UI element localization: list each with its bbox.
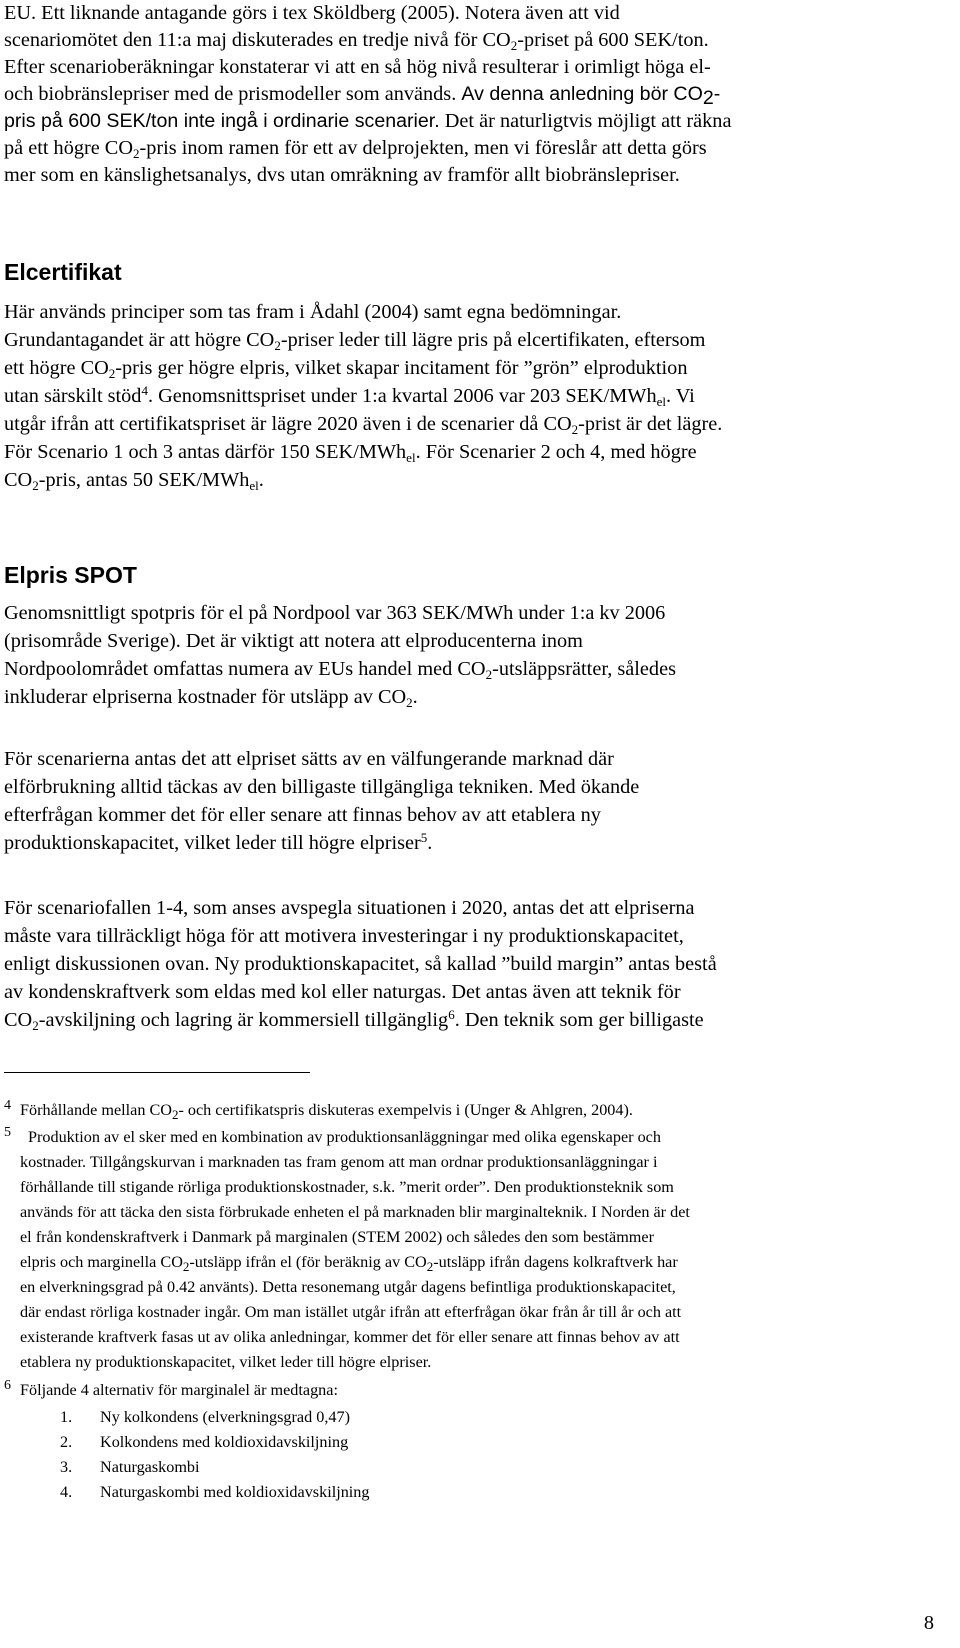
- page-number: 8: [923, 1612, 934, 1634]
- body-line: EU. Ett liknande antagande görs i tex Sköldberg (2005). Notera även att vid: [4, 2, 620, 24]
- body-line: Genomsnittligt spotpris för el på Nordpool var 363 SEK/MWh under 1:a kv 2006: [4, 602, 666, 624]
- footnote-line: el från kondenskraftverk i Danmark på marginalen (STEM 2002) och således den som bestämmer: [20, 1228, 654, 1246]
- list-item-number: 2.: [60, 1433, 73, 1451]
- body-line: ett högre $CO_2$-pris ger högre elpris, vilket skapar incitament för ”grön” elproduktion: [4, 357, 688, 381]
- body-line: Nordpoolområdet omfattas numera av EUs handel med $CO_2$-utsläppsrätter, således: [4, 658, 676, 682]
- footnote-number: 5: [4, 1125, 11, 1140]
- body-line: mer som en känslighetsanalys, dvs utan omräkning av framför allt biobränslepriser.: [4, 164, 680, 186]
- body-line: Efter scenarioberäkningar konstaterar vi att en så hög nivå resulterar i orimligt höga el-: [4, 56, 711, 78]
- footnote-line: kostnader. Tillgångskurvan i marknaden tas fram genom att man ordnar produktionsanläggningar i: [20, 1153, 658, 1171]
- footnote-5: 5 Produktion av el sker med en kombination av produktionsanläggningar med olika egenskaper och: [0, 1125, 940, 1150]
- list-item-text: Kolkondens med koldioxidavskiljning: [100, 1433, 349, 1451]
- list-item-number: 4.: [60, 1483, 73, 1501]
- list-item-text: Naturgaskombi med koldioxidavskiljning: [100, 1483, 370, 1501]
- footnote-line: där endast rörliga kostnader ingår. Om man istället utgår ifrån att efterfrågan ökar från år till år och att: [20, 1303, 682, 1321]
- body-line: av kondenskraftverk som eldas med kol eller naturgas. Det antas även att teknik för: [4, 981, 681, 1003]
- body-line: på ett högre $CO_2$-pris inom ramen för ett av delprojekten, men vi föreslår att detta görs: [4, 137, 707, 161]
- body-line: För scenarierna antas det att elpriset sätts av en välfungerande marknad där: [4, 748, 614, 770]
- body-line: $CO_2$-pris, antas 50 SEK/MWh$_{el}$.: [4, 469, 264, 493]
- body-line: Här används principer som tas fram i Ådahl (2004) samt egna bedömningar.: [4, 301, 622, 323]
- footnote-ref-4: 4: [141, 383, 148, 398]
- body-line: måste vara tillräckligt höga för att motivera investeringar i ny produktionskapacitet,: [4, 925, 684, 947]
- body-line: elförbrukning alltid täckas av den billigaste tillgängliga tekniken. Med ökande: [4, 776, 640, 798]
- footnote-6-list: [0, 1405, 600, 1505]
- body-line: produktionskapacitet, vilket leder till högre elpriser$^5$.: [4, 830, 433, 854]
- footnote-ref-6: 6: [448, 1007, 455, 1022]
- footnote-ref-5: 5: [420, 830, 428, 845]
- list-item: [0, 1430, 600, 1455]
- footnote-line: existerande kraftverk fasas ut av olika anledningar, kommer det för eller senare att finnas behov av att: [20, 1328, 680, 1346]
- body-line: För scenariofallen 1-4, som anses avspegla situationen i 2020, antas det att elpriserna: [4, 897, 695, 919]
- list-item-text: Naturgaskombi: [100, 1458, 200, 1476]
- footnote-line: elpris och marginella $CO_2$-utsläpp ifrån el (för beräknig av $CO_2$-utsläpp ifrån dagens kolkraftverk har: [20, 1253, 678, 1274]
- footnote-line: etablera ny produktionskapacitet, vilket leder till högre elpriser.: [20, 1353, 432, 1371]
- body-line: efterfrågan kommer det för eller senare att finnas behov av att etablera ny: [4, 804, 601, 826]
- list-item-number: 1.: [60, 1408, 73, 1426]
- body-line: inkluderar elpriserna kostnader för utsläpp av $CO_2$.: [4, 686, 418, 710]
- body-line: (prisområde Sverige). Det är viktigt att notera att elproducenterna inom: [4, 630, 583, 652]
- list-item: [0, 1405, 600, 1430]
- body-line: $CO_2$-avskiljning och lagring är kommersiell tillgänglig$^6$. Den teknik som ger billigaste: [4, 1007, 704, 1033]
- body-line: utgår ifrån att certifikatspriset är lägre 2020 även i de scenarier då $CO_2$-prist är det lägre.: [4, 413, 723, 437]
- body-line: pris på 600 SEK/ton inte ingå i ordinarie scenarier. Det är naturligtvis möjligt att räkna: [4, 110, 732, 132]
- body-line: scenariomötet den 11:a maj diskuterades en tredje nivå för $CO_2$-priset på 600 SEK/ton.: [4, 29, 709, 53]
- list-item-text: Ny kolkondens (elverkningsgrad 0,47): [100, 1408, 350, 1426]
- footnote-number: 4: [4, 1098, 11, 1113]
- body-line: enligt diskussionen ovan. Ny produktionskapacitet, så kallad ”build margin” antas bestå: [4, 953, 717, 975]
- footnote-6: 6 Följande 4 alternativ för marginalel är medtagna:: [0, 1378, 940, 1403]
- list-item: [0, 1455, 600, 1480]
- footnote-line: används för att täcka den sista förbrukade enheten el på marknaden blir marginalteknik. I Norden är det: [20, 1203, 690, 1221]
- section-heading-elpris-spot: Elpris SPOT: [4, 562, 137, 588]
- body-line: utan särskilt stöd$^4$. Genomsnittspriset under 1:a kvartal 2006 var 203 SEK/MWh$_{el}$. Vi: [4, 383, 695, 409]
- footnote-line: en elverkningsgrad på 0.42 använts). Detta resonemang utgår dagens befintliga produktionskapacitet,: [20, 1278, 676, 1296]
- footnote-separator: [4, 1072, 310, 1073]
- body-line: Grundantagandet är att högre $CO_2$-priser leder till lägre pris på elcertifikaten, eftersom: [4, 329, 706, 353]
- section-heading-elcertifikat: Elcertifikat: [4, 259, 122, 285]
- footnote-line: förhållande till stigande rörliga produktionskostnader, s.k. ”merit order”. Den produktionsteknik som: [20, 1178, 674, 1196]
- list-item: [0, 1480, 600, 1505]
- body-line: För Scenario 1 och 3 antas därför 150 SEK/MWh$_{el}$. För Scenarier 2 och 4, med högre: [4, 441, 697, 465]
- footnote-4: 4 Förhållande mellan $CO_2-$ och certifikatspris diskuteras exempelvis i (Unger & Ahlgren, 2004).: [0, 1098, 940, 1123]
- body-line: och biobränslepriser med de prismodeller som används. Av denna anledning bör $CO_2-$: [4, 83, 721, 109]
- list-item-number: 3.: [60, 1458, 73, 1476]
- footnote-number: 6: [4, 1378, 11, 1393]
